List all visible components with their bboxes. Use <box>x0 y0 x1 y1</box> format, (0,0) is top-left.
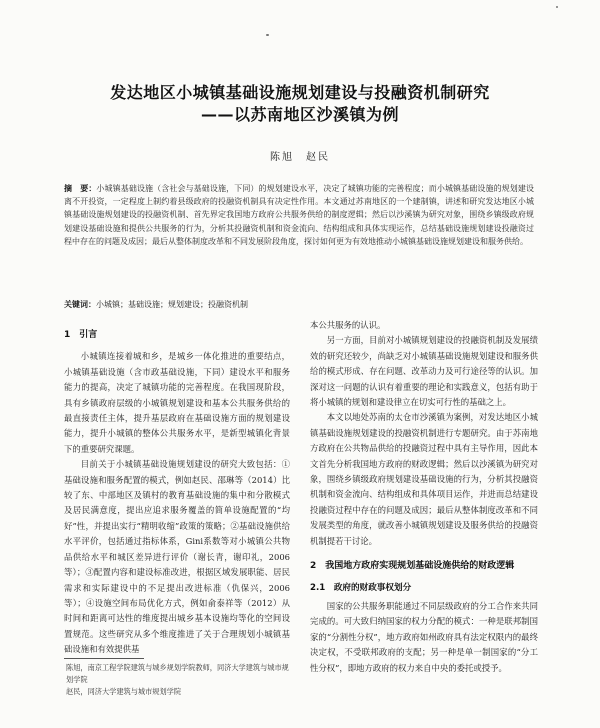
keywords-text: 小城镇；基础设施；规划建设；投融资机制 <box>96 300 248 309</box>
keywords <box>64 298 534 311</box>
body-paragraph: 另一方面，目前对小城镇规划建设的投融资机制及发展绩效的研究还较少，尚缺乏对小城镇基础设施规划建设和服务供给的模式形成、存在问题、改革动力及可行途径等的认识。加深对这一问题的认识有着重要的理论和实践意义，包括有助于将小城镇的规划和建设律立在切实可行性的基础之上。 <box>310 335 538 408</box>
footnote-line: 陈旭，南京工程学院建筑与城乡规划学院教师，同济大学建筑与城市规划学院 <box>66 663 289 684</box>
paper-subtitle: ——以苏南地区沙溪镇为例 <box>200 105 399 124</box>
footnote-divider <box>64 658 144 659</box>
right-column <box>310 318 538 676</box>
body-paragraph: 本公共服务的认识。 <box>310 320 386 330</box>
body-paragraph: 本文以地处苏南的太仓市沙溪镇为案例，对发达地区小城镇基础设施规划建设的投融资机制进行专题研究。由于苏南地方政府在公共物品供给的投融资过程中具有主导作用，因此本文首先分析我国地方政府的财政逻辑；然后以沙溪镇为研究对象，围绕乡镇级政府规划建设基础设施的行为，分析其投融资机制和资金流向、结构组成和具体项目运作，并进而总结建设投融资过程中存在的问题及成因；最后从整体制度改革和不同发展类型的角度，就改善小城镇规划建设及服务供给的投融资机制提若干讨论。 <box>310 412 538 546</box>
paper-authors: 陈旭 赵民 <box>270 152 330 163</box>
left-column <box>64 324 290 658</box>
footnote-line: 赵民，同济大学建筑与城市规划学院 <box>66 687 182 696</box>
scan-speck <box>266 34 269 36</box>
keywords-label: 关键词： <box>64 300 96 309</box>
abstract <box>64 182 534 248</box>
section-heading-2: 2 我国地方政府实现规划基础设施供给的财政逻辑 <box>310 561 515 572</box>
author-footnote <box>64 662 292 698</box>
section-heading-intro: 1 引言 <box>64 330 98 340</box>
body-paragraph: 国家的公共服务职能通过不同层级政府的分工合作来共同完成的。可大致归纳国家的权力分配的模式：一种是联邦制国家的“分割性分权”，地方政府如州政府具有法定权限内的最终决定权，不受联邦政府的支配；另一种是单一制国家的“分工性分权”，即地方政府的权力来自中央的委托或授予。 <box>310 600 538 673</box>
paper-title: 发达地区小城镇基础设施规划建设与投融资机制研究 <box>110 83 490 102</box>
subsection-heading-2-1: 2.1 政府的财政事权划分 <box>310 582 412 593</box>
intro-paragraph: 目前关于小城镇基础设施规划建设的研究大致包括：①基础设施和服务配置的模式，例如赵民、邵琳等（2014）比较了东、中部地区及镇村的教育基础设施的集中和分散模式及居民满意度，提出应追求服务覆盖的简单设施配置的“均好”性，并提出实行“精明收缩”政策的策略；②基础设施供给水平评价，包括通过指标体系，Gini系数等对小城镇公共物品供给水平和城区差异进行评价（谢长青，谢印礼，2006等）；③配置内容和建设标准改进，根据区域发展职能、居民需求和实际建设中的不足提出改进标准（仇保兴，2006等）；④设施空间布局优化方式，例如俞泰祥等（2012）从时间和距离可达性的维度提出城乡基本设施均等化的空间设置规范。这些研究从多个维度推进了关于合理规划小城镇基础设施和有效提供基 <box>64 459 290 655</box>
abstract-text: 小城镇基础设施（含社会与基础设施，下同）的规划建设水平，决定了城镇功能的完善程度；而小城镇基础设施的规划建设离不开投资，一定程度上制约着县级政府的投融资机制具有决定性作用。本文通过苏南地区的一个建制镇，讲述和研究发达地区小城镇基础设施规划建设的投融资机制、首先界定我国地方政府公共服务供给的制度逻辑；然后以沙溪镇为研究对象，围绕乡镇级政府规划建设基础设施和提供公共服务的行为，分析其投融资机制和资金流向、结构组成和具体实现运作，总结基础设施规划建设投融资过程中存在的问题及成因；最后从整体制度改革和不同发展阶段角度，探讨如何更为有效地推动小城镇基础设施规划建设和服务供给。 <box>64 184 534 246</box>
scan-speck <box>556 6 558 8</box>
abstract-label: 摘 要： <box>64 184 97 193</box>
intro-paragraph: 小城镇连接着城和乡，是城乡一体化推进的重要结点，小城镇基础设施（含市政基础设施，下同）建设水平和服务能力的提高，决定了城镇功能的完善程度。在我国现阶段，具有乡镇政府层级的小城镇规划建设和基本公共服务供给的最直接责任主体，提升基层政府在基础设施方面的规划建设能力，提升小城镇的整体公共服务水平，是新型城镇化背景下的重要研究课题。 <box>64 351 290 454</box>
